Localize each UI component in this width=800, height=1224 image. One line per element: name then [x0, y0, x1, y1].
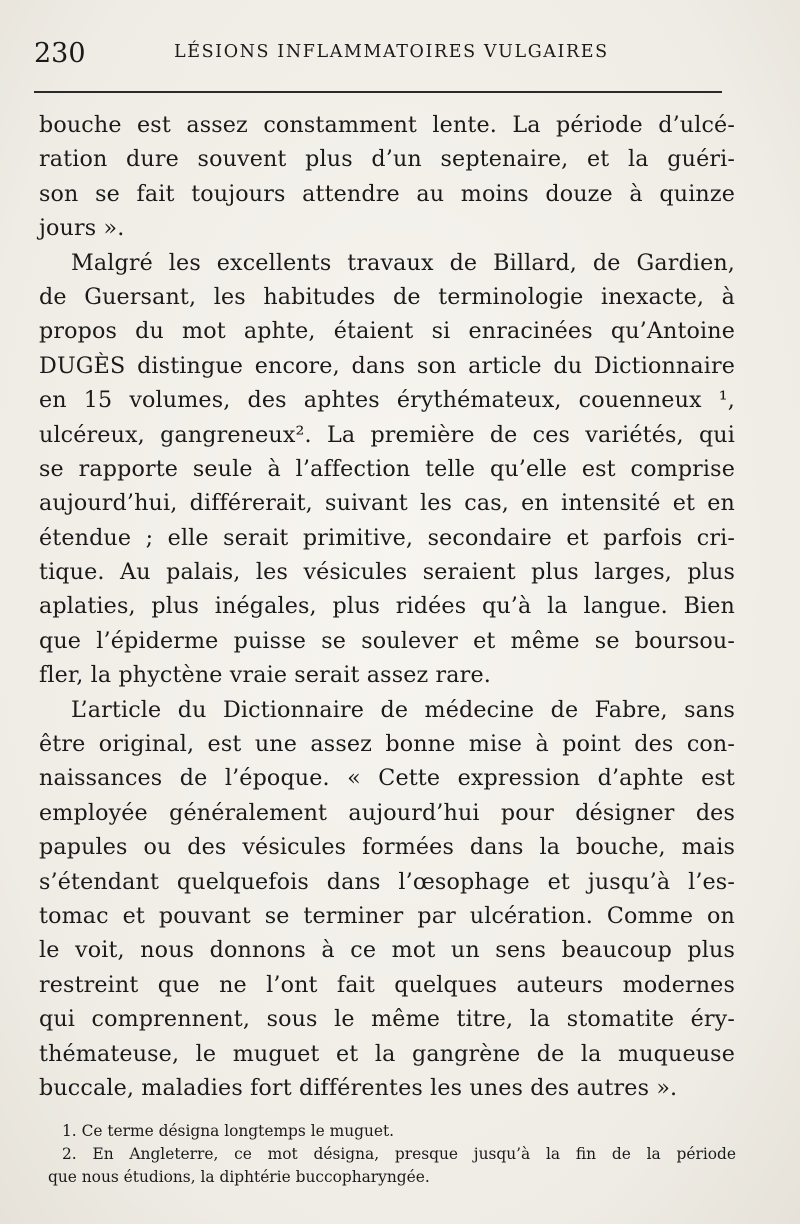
text-line: naissances de l’époque. « Cette expression d’aphte est — [39, 765, 735, 792]
text-line: buccale, maladies fort différentes les unes des autres ». — [39, 1074, 678, 1101]
text-line: DUGÈS distingue encore, dans son article du Dictionnaire — [39, 352, 735, 379]
text-line: son se fait toujours attendre au moins douze à quinze — [39, 180, 735, 207]
page-header — [34, 38, 734, 78]
text-line: jours ». — [39, 215, 125, 242]
text-line: tique. Au palais, les vésicules seraient plus larges, plus — [39, 559, 735, 586]
text-line: le voit, nous donnons à ce mot un sens beaucoup plus — [39, 937, 735, 964]
text-line: être original, est une assez bonne mise à point des con- — [39, 731, 735, 758]
footnotes — [48, 1120, 736, 1189]
text-line: papules ou des vésicules formées dans la bouche, mais — [39, 834, 735, 861]
text-line: qui comprennent, sous le même titre, la stomatite éry- — [39, 1006, 735, 1033]
body-text — [39, 108, 735, 1105]
text-line: étendue ; elle serait primitive, secondaire et parfois cri- — [39, 524, 735, 551]
text-line: fler, la phyctène vraie serait assez rare. — [39, 662, 491, 689]
text-line: restreint que ne l’ont fait quelques auteurs modernes — [39, 971, 735, 998]
text-line: se rapporte seule à l’affection telle qu’elle est comprise — [39, 455, 735, 482]
footnote-2-continued: que nous étudions, la diphtérie buccopharyngée. — [48, 1168, 430, 1186]
header-rule — [34, 91, 722, 93]
text-line: ulcéreux, gangreneux². La première de ces variétés, qui — [39, 421, 735, 448]
text-line: de Guersant, les habitudes de terminologie inexacte, à — [39, 283, 735, 310]
text-line: ration dure souvent plus d’un septenaire, et la guéri- — [39, 146, 735, 173]
paragraph-start-line: L’article du Dictionnaire de médecine de Fabre, sans — [71, 696, 735, 723]
text-line: propos du mot aphte, étaient si enracinées qu’Antoine — [39, 318, 735, 345]
text-line: employée généralement aujourd’hui pour désigner des — [39, 799, 735, 826]
text-line: en 15 volumes, des aphtes érythémateux, couenneux ¹, — [39, 387, 735, 414]
page-number: 230 — [34, 38, 86, 69]
running-title: LÉSIONS INFLAMMATOIRES VULGAIRES — [174, 42, 609, 62]
footnote-2: 2. En Angleterre, ce mot désigna, presque jusqu’à la fin de la période — [62, 1145, 736, 1163]
text-line: que l’épiderme puisse se soulever et même se boursou- — [39, 627, 735, 654]
text-line: aplaties, plus inégales, plus ridées qu’à la langue. Bien — [39, 593, 735, 620]
text-line: s’étendant quelquefois dans l’œsophage et jusqu’à l’es- — [39, 868, 735, 895]
text-line: aujourd’hui, différerait, suivant les cas, en intensité et en — [39, 490, 735, 517]
text-line: bouche est assez constamment lente. La période d’ulcé- — [39, 112, 735, 138]
text-line: thémateuse, le muguet et la gangrène de la muqueuse — [39, 1040, 735, 1067]
paragraph-start-line: Malgré les excellents travaux de Billard, de Gardien, — [71, 249, 735, 276]
footnote-1: 1. Ce terme désigna longtemps le muguet. — [62, 1122, 395, 1140]
text-line: tomac et pouvant se terminer par ulcération. Comme on — [39, 902, 735, 929]
